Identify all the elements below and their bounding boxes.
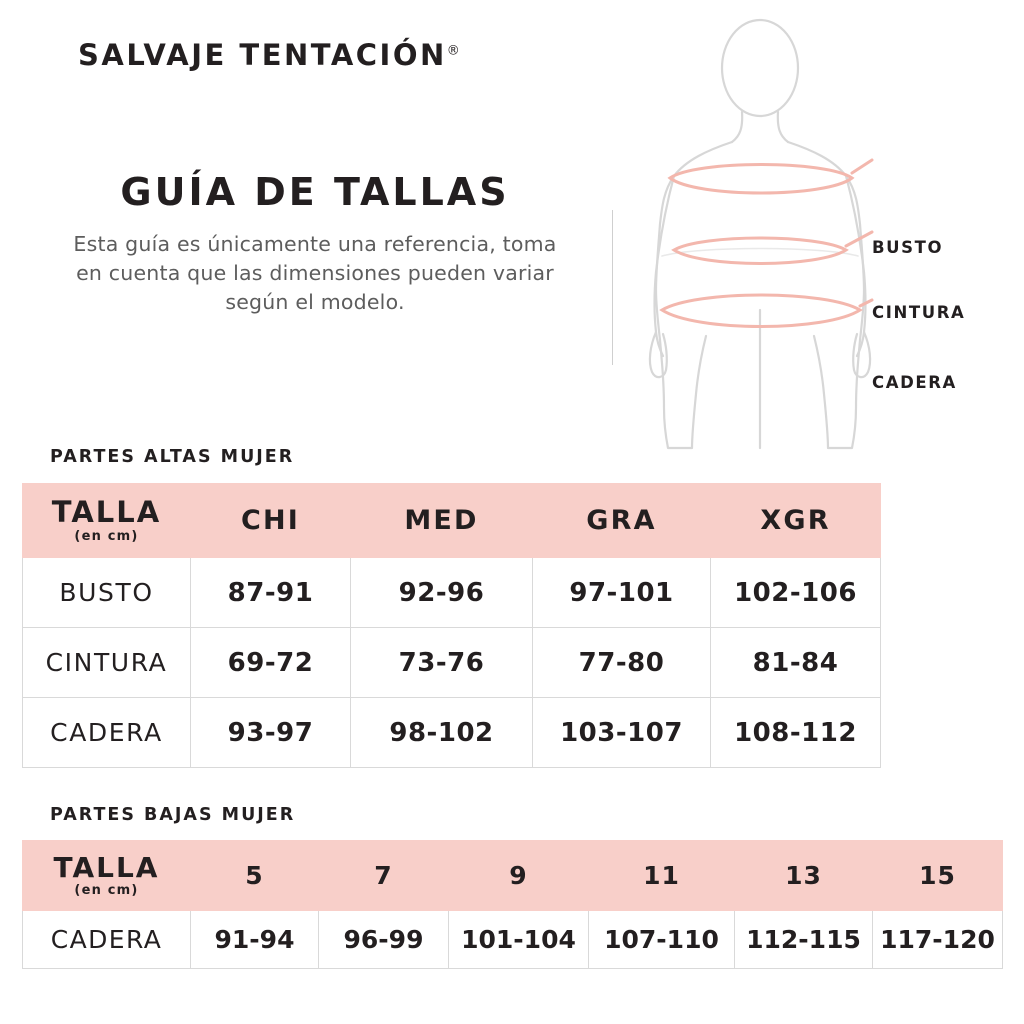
figure-label-hip: CADERA — [872, 373, 957, 392]
cell-cadera-xgr: 108-112 — [711, 698, 881, 768]
page-description: Esta guía es únicamente una referencia, toma en cuenta que las dimensiones pueden variar según el modelo. — [73, 232, 557, 315]
column-header-xgr: XGR — [711, 484, 881, 558]
cell-busto-chi: 87-91 — [191, 558, 351, 628]
table-header-row — [23, 484, 881, 558]
cell-cadera-med: 98-102 — [351, 698, 533, 768]
page-title: GUÍA DE TALLAS — [120, 170, 510, 214]
column-header-talla — [23, 484, 191, 558]
talla-units: (en cm) — [74, 883, 139, 899]
column-header-gra: GRA — [533, 484, 711, 558]
figure-left-hand — [650, 332, 667, 377]
vertical-divider — [612, 210, 613, 365]
column-header-size-9: 9 — [449, 841, 589, 911]
column-header-chi: CHI — [191, 484, 351, 558]
bust-measure-band — [670, 165, 852, 194]
cell-cintura-med: 73-76 — [351, 628, 533, 698]
cell-cadera-chi: 93-97 — [191, 698, 351, 768]
bottoms-size-table — [22, 840, 1003, 969]
row-label-cintura: CINTURA — [23, 628, 191, 698]
bust-leader-line — [852, 160, 872, 173]
figure-label-waist: CINTURA — [872, 303, 966, 322]
table-row — [23, 911, 1003, 969]
column-header-size-7: 7 — [319, 841, 449, 911]
row-label-cadera: CADERA — [23, 911, 191, 969]
brand-logo — [78, 38, 460, 72]
section-caption-bottoms: PARTES BAJAS MUJER — [50, 805, 296, 825]
table-header-row — [23, 841, 1003, 911]
row-label-busto: BUSTO — [23, 558, 191, 628]
cell-cadera-size-11: 107-110 — [589, 911, 735, 969]
figure-hip-contour — [662, 249, 858, 257]
table-row — [23, 558, 881, 628]
cell-cadera-gra: 103-107 — [533, 698, 711, 768]
column-header-size-15: 15 — [873, 841, 1003, 911]
body-figure — [600, 10, 1000, 470]
cell-cadera-size-15: 117-120 — [873, 911, 1003, 969]
table-row — [23, 698, 881, 768]
cell-cintura-xgr: 81-84 — [711, 628, 881, 698]
table-row — [23, 628, 881, 698]
cell-cadera-size-13: 112-115 — [735, 911, 873, 969]
figure-left-arm — [655, 176, 675, 356]
trademark-symbol: ® — [446, 43, 460, 59]
column-header-talla — [23, 841, 191, 911]
cell-busto-xgr: 102-106 — [711, 558, 881, 628]
talla-label: TALLA — [51, 495, 162, 530]
brand-name: SALVAJE TENTACIÓN — [78, 38, 447, 72]
column-header-med: MED — [351, 484, 533, 558]
row-label-cadera: CADERA — [23, 698, 191, 768]
cell-cadera-size-5: 91-94 — [191, 911, 319, 969]
talla-label: TALLA — [53, 850, 160, 884]
section-caption-tops: PARTES ALTAS MUJER — [50, 447, 295, 467]
figure-label-bust: BUSTO — [872, 238, 944, 257]
figure-right-hand — [853, 332, 870, 377]
cell-busto-gra: 97-101 — [533, 558, 711, 628]
cell-cadera-size-9: 101-104 — [449, 911, 589, 969]
column-header-size-5: 5 — [191, 841, 319, 911]
cell-busto-med: 92-96 — [351, 558, 533, 628]
talla-units: (en cm) — [74, 528, 139, 544]
figure-head — [722, 20, 798, 116]
tops-size-table — [22, 483, 881, 768]
column-header-size-11: 11 — [589, 841, 735, 911]
figure-right-arm — [846, 176, 866, 356]
column-header-size-13: 13 — [735, 841, 873, 911]
cell-cintura-gra: 77-80 — [533, 628, 711, 698]
cell-cadera-size-7: 96-99 — [319, 911, 449, 969]
cell-cintura-chi: 69-72 — [191, 628, 351, 698]
